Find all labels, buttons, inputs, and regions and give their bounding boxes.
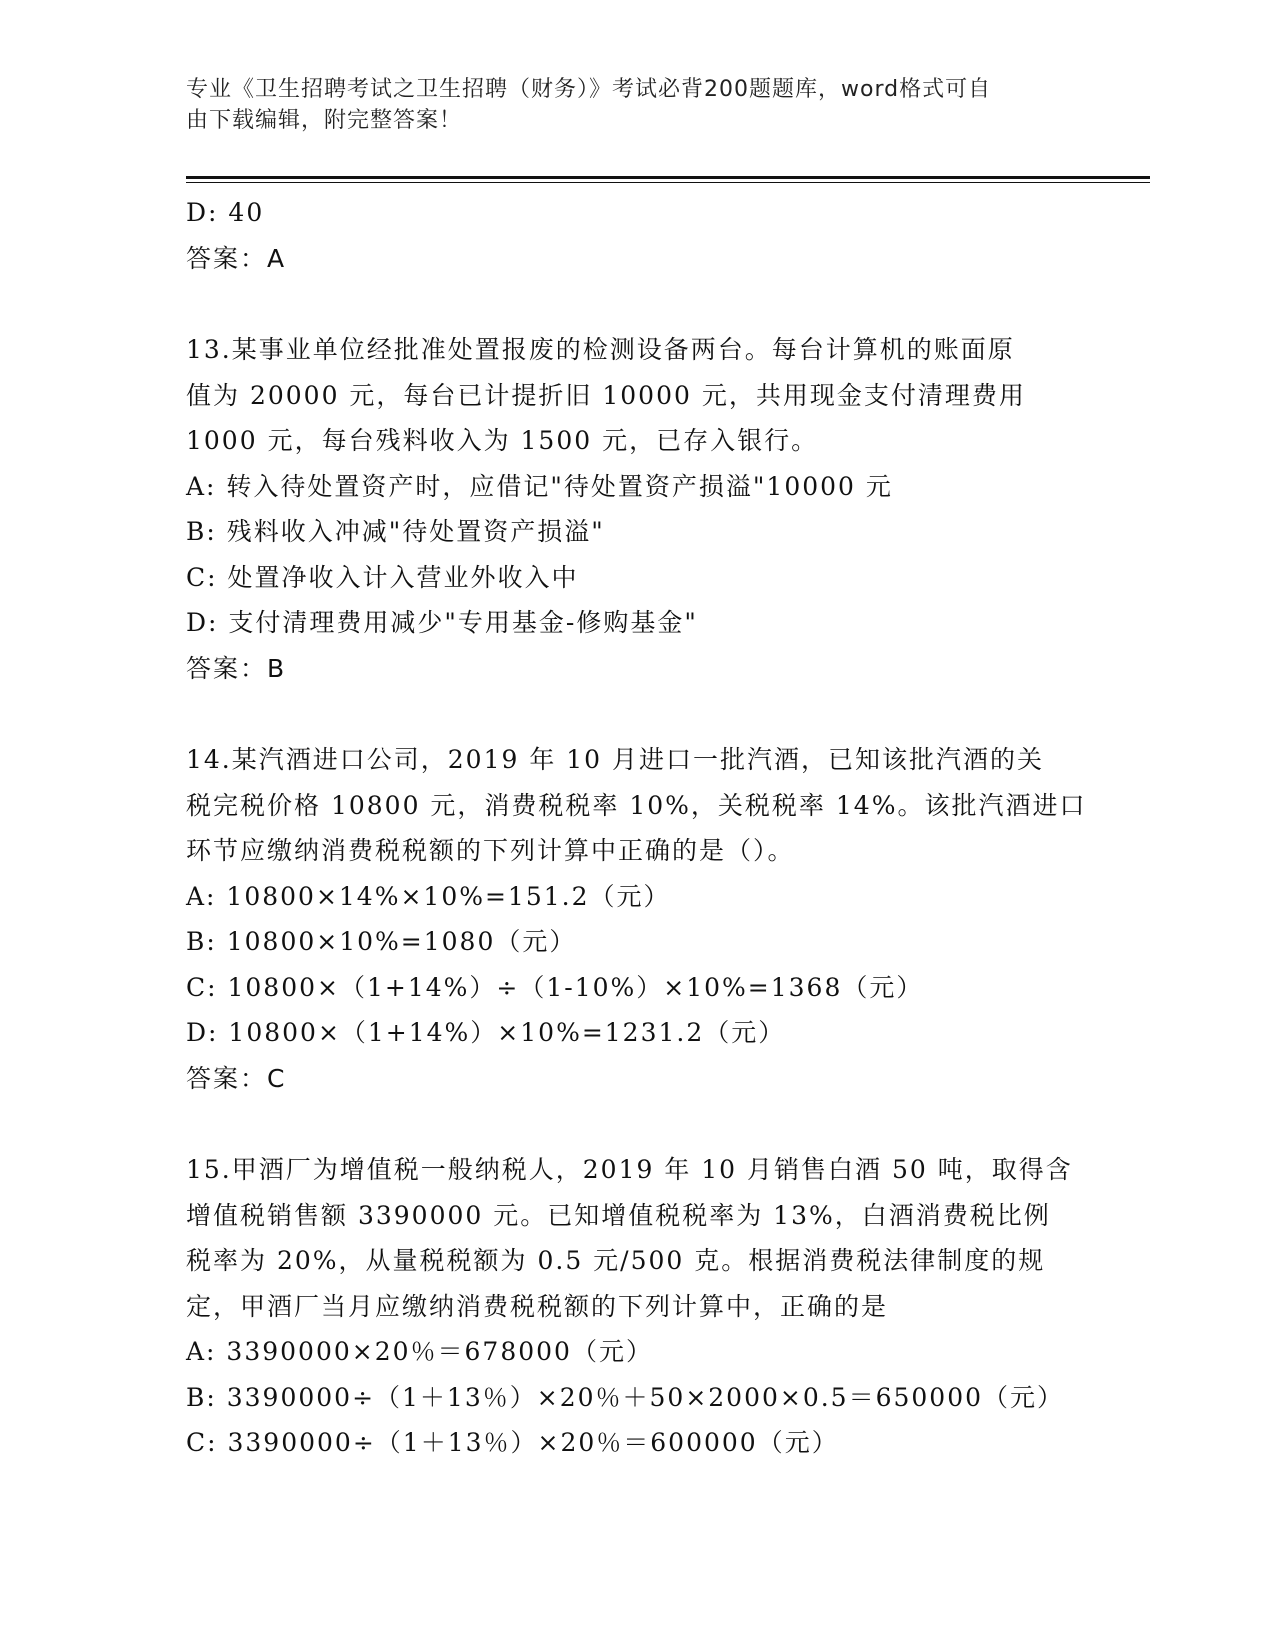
- option-d: D: 10800×（1+14%）×10%=1231.2（元）: [186, 1018, 786, 1047]
- question-stem-line: 环节应缴纳消费税税额的下列计算中正确的是（）。: [186, 836, 795, 865]
- question-15: [186, 1147, 1086, 1466]
- answer-line: 答案：B: [186, 653, 287, 683]
- question-stem-line: 13.某事业单位经批准处置报废的检测设备两台。每台计算机的账面原: [186, 335, 1015, 364]
- question-stem-line: 14.某汽酒进口公司，2019 年 10 月进口一批汽酒，已知该批汽酒的关: [186, 745, 1045, 774]
- option-b: B: 残料收入冲减"待处置资产损溢": [186, 517, 605, 546]
- question-stem-line: 1000 元，每台残料收入为 1500 元，已存入银行。: [186, 426, 819, 455]
- answer-line: 答案：A: [186, 243, 287, 273]
- question-stem-line: 值为 20000 元，每台已计提折旧 10000 元，共用现金支付清理费用: [186, 380, 1026, 410]
- question-stem-line: 税率为 20%，从量税税额为 0.5 元/500 克。根据消费税法律制度的规: [186, 1246, 1046, 1275]
- spacer: [186, 1101, 1086, 1147]
- spacer: [186, 691, 1086, 737]
- option-a: A: 转入待处置资产时，应借记"待处置资产损溢"10000 元: [186, 471, 893, 501]
- page-header: [186, 74, 1066, 136]
- question-13: [186, 327, 1086, 691]
- option-d: D: 40: [186, 198, 265, 227]
- option-b: B: 3390000÷（1＋13％）×20％＋50×2000×0.5＝650000（元）: [186, 1382, 1065, 1412]
- question-stem-line: 增值税销售额 3390000 元。已知增值税税率为 13%，白酒消费税比例: [186, 1200, 1051, 1230]
- header-divider-thin: [186, 182, 1150, 183]
- question-stem-line: 15.甲酒厂为增值税一般纳税人，2019 年 10 月销售白酒 50 吨，取得含: [186, 1155, 1073, 1184]
- option-a: A: 10800×14%×10%=151.2（元）: [186, 881, 671, 911]
- option-c: C: 处置净收入计入营业外收入中: [186, 562, 579, 592]
- option-a: A: 3390000×20％＝678000（元）: [186, 1337, 653, 1366]
- answer-line: 答案：C: [186, 1063, 287, 1093]
- spacer: [186, 281, 1086, 327]
- question-stem-line: 税完税价格 10800 元，消费税税率 10%，关税税率 14%。该批汽酒进口: [186, 790, 1087, 820]
- question-12-tail: [186, 190, 1086, 281]
- header-divider-thick: [186, 176, 1150, 179]
- option-b: B: 10800×10%=1080（元）: [186, 927, 577, 956]
- header-line-1: 专业《卫生招聘考试之卫生招聘（财务）》考试必背200题题库，word格式可自: [186, 77, 992, 102]
- header-line-2: 由下载编辑，附完整答案！: [186, 108, 463, 133]
- option-c: C: 3390000÷（1＋13％）×20％＝600000（元）: [186, 1428, 839, 1457]
- question-stem-line: 定，甲酒厂当月应缴纳消费税税额的下列计算中，正确的是: [186, 1291, 889, 1321]
- option-c: C: 10800×（1+14%）÷（1-10%）×10%=1368（元）: [186, 972, 924, 1002]
- document-body: [186, 190, 1086, 1466]
- question-14: [186, 737, 1086, 1101]
- option-d: D: 支付清理费用减少"专用基金-修购基金": [186, 608, 698, 637]
